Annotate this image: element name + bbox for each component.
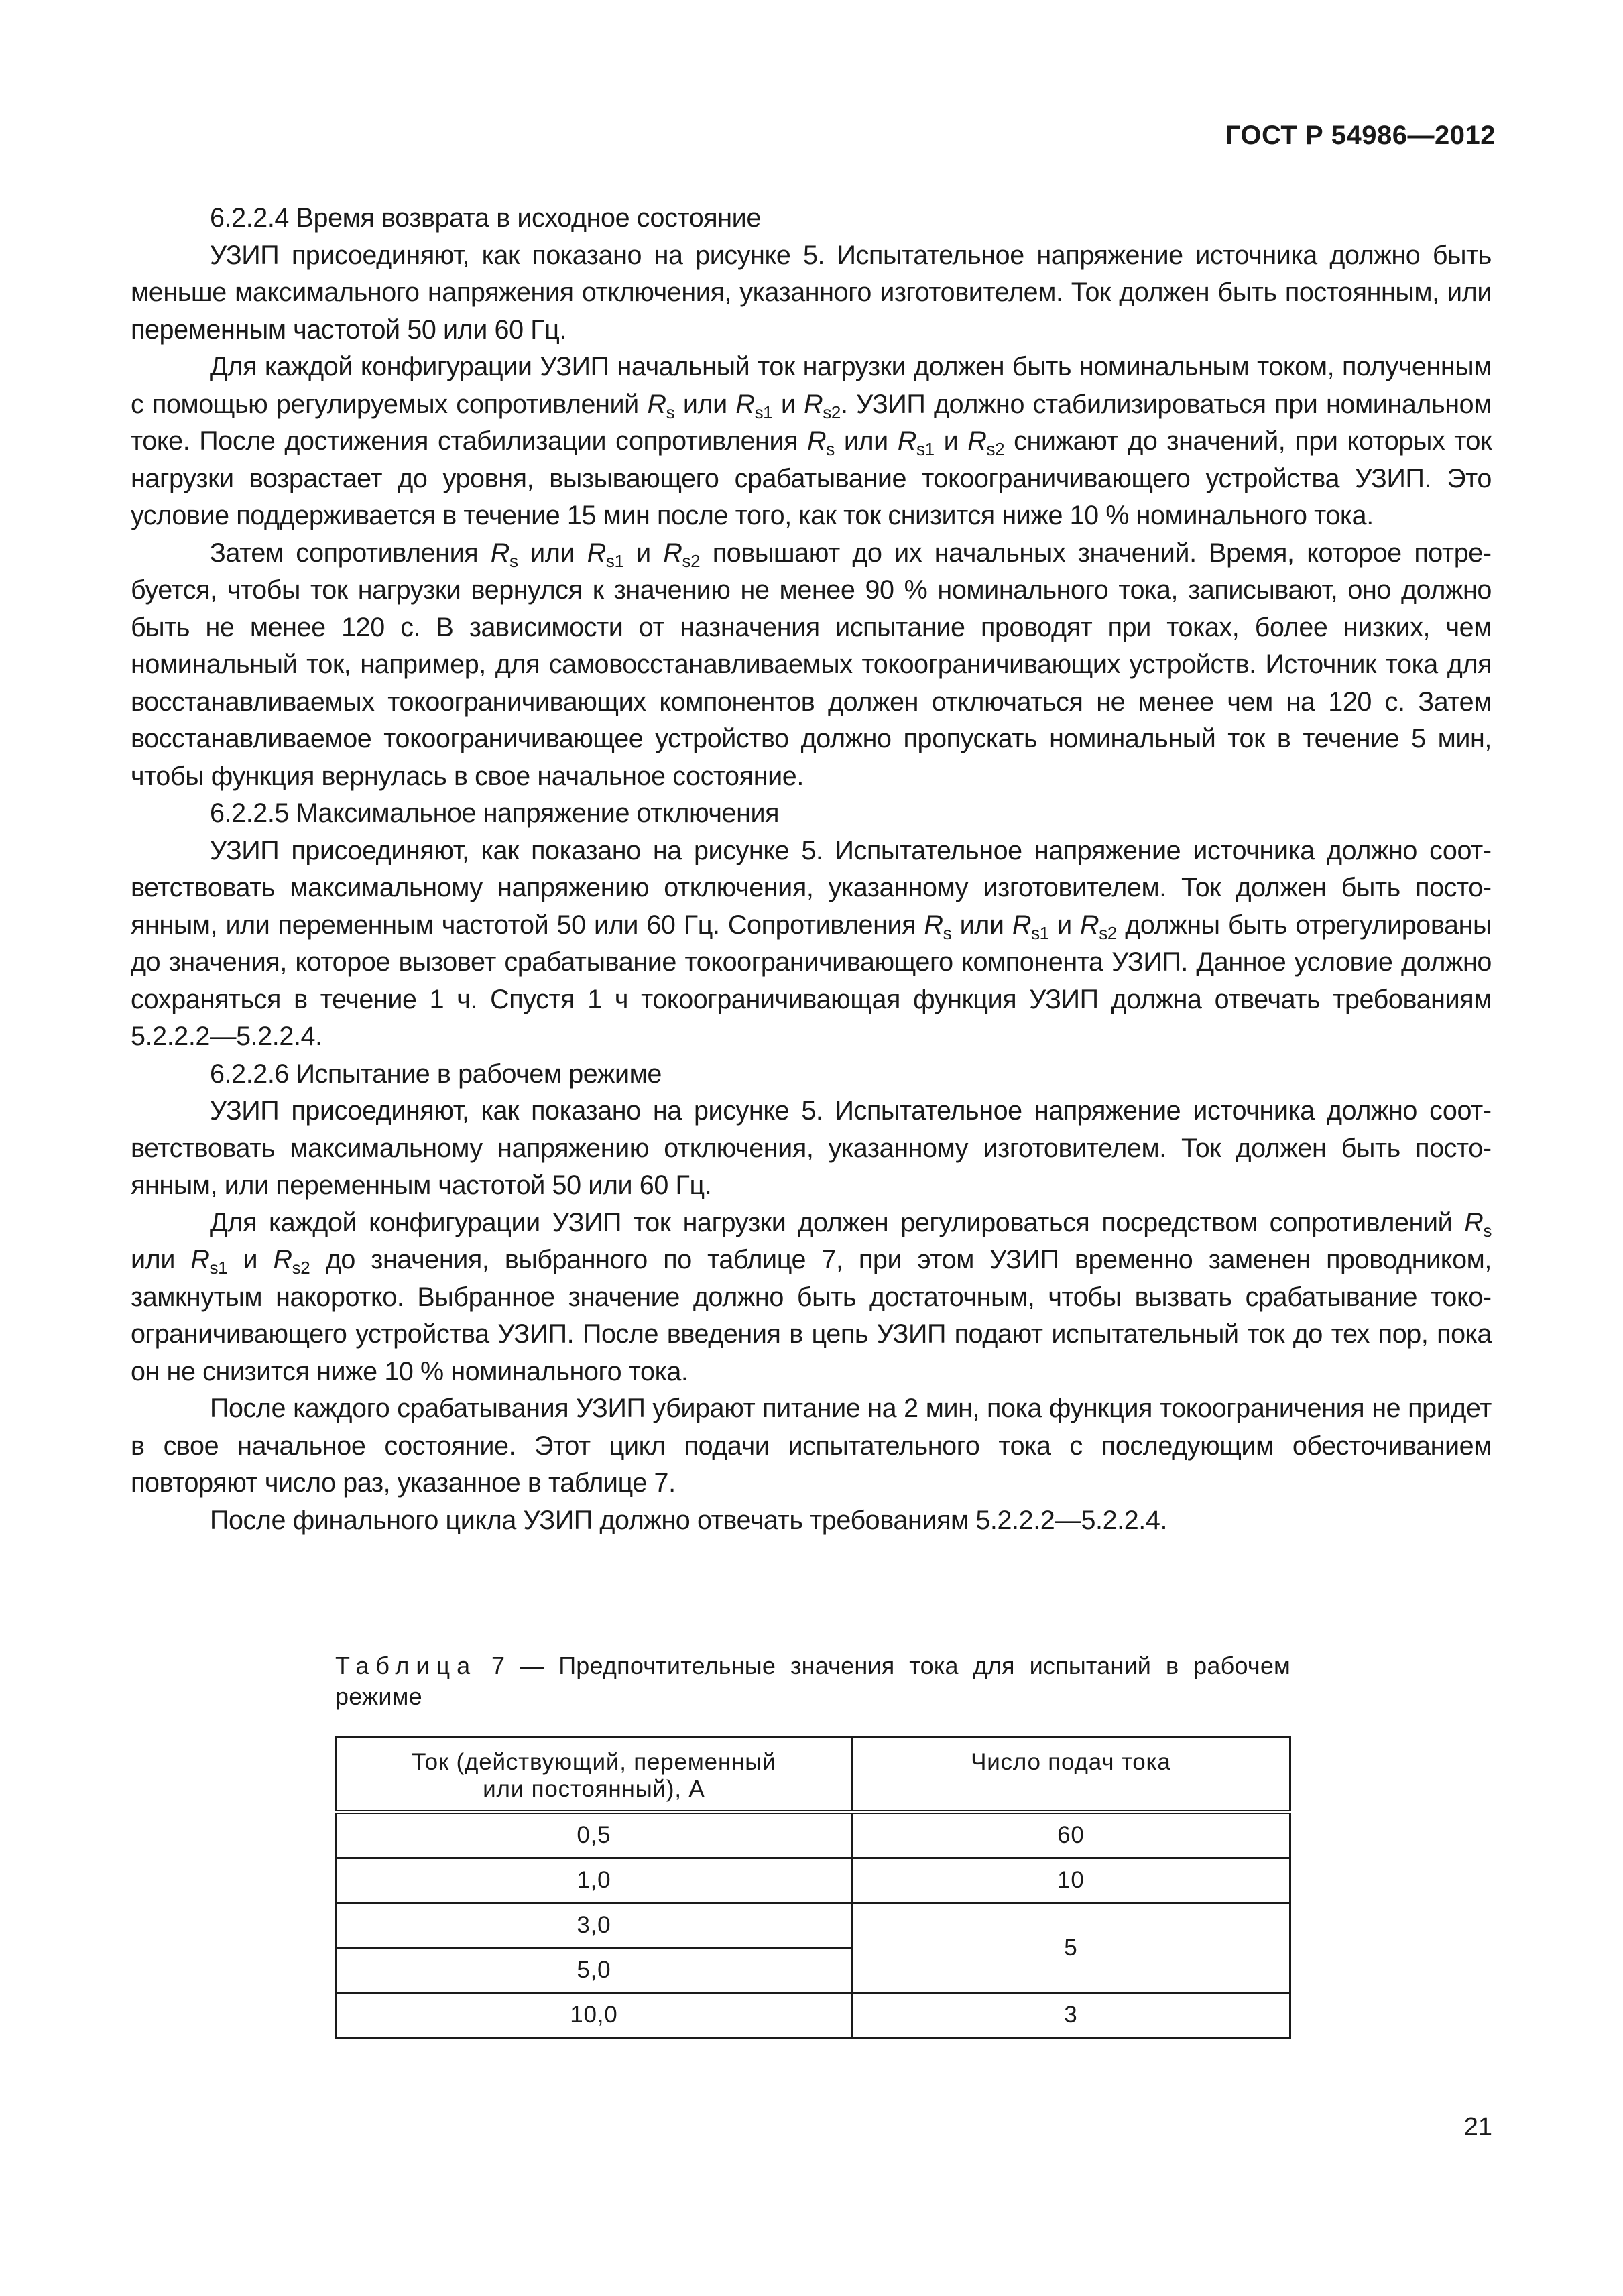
table-row — [337, 1993, 1290, 2038]
cell-count: 3 — [851, 1993, 1290, 2038]
table-caption-text: 7 — Предпочтительные значения тока для испытаний в рабочем режиме — [335, 1652, 1290, 1710]
table-header-row — [337, 1738, 1290, 1813]
table-row — [337, 1812, 1290, 1858]
section-heading-6-2-2-6: 6.2.2.6 Испытание в рабочем режиме — [210, 1059, 662, 1089]
table-row — [337, 1858, 1290, 1903]
cell-current: 5,0 — [337, 1948, 852, 1993]
paragraph: Затем сопротивления $R_s$ или $R_{s1}$ и $R_{s2}$ повышают до их начальных значений. Время, которое потребуется, чтобы ток нагрузки вернулся к значению не менее 90 % номинального тока, записывают, оно должно быть не менее 120 с. В зависимости от назначения испытание проводят при токах, более низких, чем номинальный ток, например, для самовосстанавливаемых токоограничивающих устройств. Источник тока для восстанавливаемых токоограничивающих компонентов должен отключаться не менее чем на 120 с. Затем восстанавливаемое токоограничивающее устройство должно пропускать номинальный ток в течение 5 мин, чтобы функция вернулась в свое начальное состояние. — [131, 538, 1492, 791]
table-caption — [335, 1650, 1290, 1712]
cell-current: 1,0 — [337, 1858, 852, 1903]
paragraph: УЗИП присоединяют, как показано на рисунке 5. Испытательное напряжение источника должно соответствовать максимальному напряжению отключения, указанному изготовителем. Ток должен быть постоянным, или переменным частотой 50 или 60 Гц. Сопротивления $R_s$ или $R_{s1}$ и $R_{s2}$ должны быть отрегулированы до значения, которое вызовет срабатывание токоограничивающего компонента УЗИП. Данное условие должно сохраняться в течение 1 ч. Спустя 1 ч токоограничивающая функция УЗИП должна отвечать требованиям 5.2.2.2—5.2.2.4. — [131, 835, 1492, 1051]
paragraph: УЗИП присоединяют, как показано на рисунке 5. Испытательное напряжение источника должно быть меньше максимального напряжения отключения, указанного изготовителем. Ток должен быть постоянным, или переменным частотой 50 или 60 Гц. — [131, 240, 1492, 345]
cell-current: 0,5 — [337, 1812, 852, 1858]
document-header: ГОСТ Р 54986—2012 — [1225, 121, 1496, 150]
table-row — [337, 1903, 1290, 1948]
section-heading-6-2-2-5: 6.2.2.5 Максимальное напряжение отключения — [210, 798, 780, 828]
cell-current: 10,0 — [337, 1993, 852, 2038]
paragraph: УЗИП присоединяют, как показано на рисунке 5. Испытательное напряжение источника должно соответствовать максимальному напряжению отключения, указанному изготовителем. Ток должен быть постоянным, или переменным частотой 50 или 60 Гц. — [131, 1096, 1492, 1200]
table-caption-word: Таблица — [335, 1652, 477, 1679]
cell-count: 10 — [851, 1858, 1290, 1903]
header-current: Ток (действующий, переменный или постоянный), А — [337, 1738, 852, 1813]
cell-current: 3,0 — [337, 1903, 852, 1948]
body-text — [131, 200, 1492, 1539]
current-values-table — [335, 1736, 1291, 2039]
cell-count: 60 — [851, 1812, 1290, 1858]
section-heading-6-2-2-4: 6.2.2.4 Время возврата в исходное состояние — [210, 203, 761, 233]
paragraph: Для каждой конфигурации УЗИП начальный ток нагрузки должен быть номинальным током, полученным с помощью регулируемых сопротивлений $R_s$ или $R_{s1}$ и $R_{s2}$. УЗИП должно стабилизироваться при номинальном токе. После достижения стабилизации сопротивления $R_s$ или $R_{s1}$ и $R_{s2}$ снижают до значений, при которых ток нагрузки возрастает до уровня, вызывающего срабатывание токоограничивающего устройства УЗИП. Это условие поддерживается в течение 15 мин после того, как ток снизится ниже 10 % номинального тока. — [131, 352, 1492, 530]
header-count: Число подач тока — [851, 1738, 1290, 1813]
paragraph: Для каждой конфигурации УЗИП ток нагрузки должен регулироваться посредством сопротивлений $R_s$ или $R_{s1}$ и $R_{s2}$ до значения, выбранного по таблице 7, при этом УЗИП временно заменен проводником, замкнутым накоротко. Выбранное значение должно быть достаточным, чтобы вызвать срабатывание токоограничивающего устройства УЗИП. После введения в цепь УЗИП подают испытательный ток до тех пор, пока он не снизится ниже 10 % номинального тока. — [131, 1207, 1492, 1386]
cell-count: 5 — [851, 1903, 1290, 1993]
paragraph: После каждого срабатывания УЗИП убирают питание на 2 мин, пока функция токоограничения не придет в свое начальное состояние. Этот цикл подачи испытательного тока с последующим обесточиванием повторяют число раз, указанное в таблице 7. — [131, 1394, 1492, 1498]
paragraph: После финального цикла УЗИП должно отвечать требованиям 5.2.2.2—5.2.2.4. — [210, 1505, 1168, 1535]
page-number: 21 — [1463, 2113, 1492, 2141]
